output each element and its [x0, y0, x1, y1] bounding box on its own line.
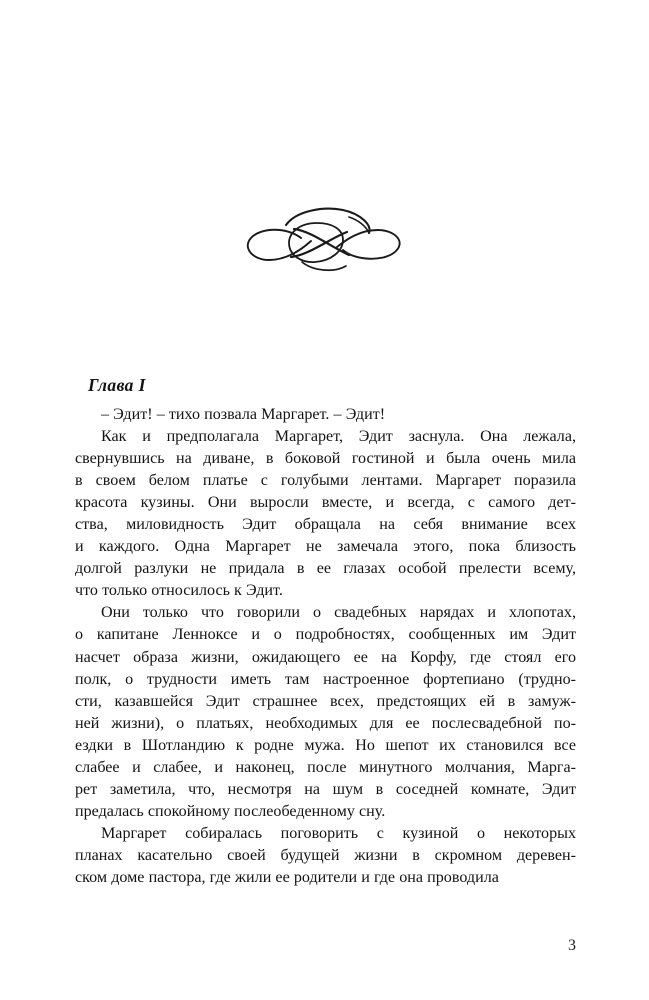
text-line: сти, казавшейся Эдит страшнее всех, предстоящих ей в замуж- [75, 692, 576, 710]
text-line: что только относилось к Эдит. [75, 582, 283, 600]
text-line: слабее и слабее, и наконец, после минутного молчания, Марга- [75, 758, 576, 776]
text-line: рет заметила, что, несмотря на шум в соседней комнате, Эдит [75, 780, 576, 798]
text-line: Как и предполагала Маргарет, Эдит заснула. Она лежала, [101, 428, 576, 446]
text-line: о капитане Ленноксе и о подробностях, сообщенных им Эдит [75, 626, 576, 644]
text-line: Они только что говорили о свадебных нарядах и хлопотах, [101, 604, 576, 622]
chapter-ornament [0, 205, 649, 281]
text-line: – Эдит! – тихо позвала Маргарет. – Эдит! [101, 406, 386, 423]
chapter-heading: Глава I [88, 375, 146, 395]
text-line: планах касательно своей будущей жизни в скромном деревен- [75, 846, 576, 864]
text-line: ском доме пастора, где жили ее родители и где она проводила [75, 868, 499, 886]
page-number: 3 [568, 937, 576, 954]
text-line: долгой разлуки не придала в ее глазах особой прелести всему, [75, 560, 576, 578]
text-line: предалась спокойному послеобеденному сну. [75, 802, 386, 820]
text-line: ства, миловидность Эдит обращала на себя внимание всех [75, 516, 576, 534]
paragraph-4 [75, 823, 576, 889]
text-line: красота кузины. Они выросли вместе, и всегда, с самого дет- [75, 494, 576, 512]
paragraph-3 [75, 602, 576, 822]
text-line: ездки в Шотландию к родне мужа. Но шепот их становился все [75, 736, 576, 754]
text-column [75, 374, 576, 889]
text-line: и каждого. Одна Маргарет не замечала этого, пока близость [75, 538, 576, 556]
paragraph-1 [75, 404, 576, 426]
text-line: в своем белом платье с голубыми лентами. Маргарет поразила [75, 472, 576, 490]
paragraph-2 [75, 426, 576, 602]
text-line: насчет образа жизни, ожидающего ее на Корфу, где стоял его [75, 648, 576, 666]
text-line: Маргарет собиралась поговорить с кузиной о некоторых [101, 824, 576, 842]
text-line: полк, о трудности иметь там настроенное фортепиано (трудно- [75, 670, 576, 688]
text-line: свернувшись на диване, в боковой гостиной и была очень мила [75, 450, 576, 468]
text-line: ней жизни), о платьях, необходимых для ее послесвадебной по- [75, 714, 576, 732]
calligraphic-flourish-icon [239, 205, 411, 281]
